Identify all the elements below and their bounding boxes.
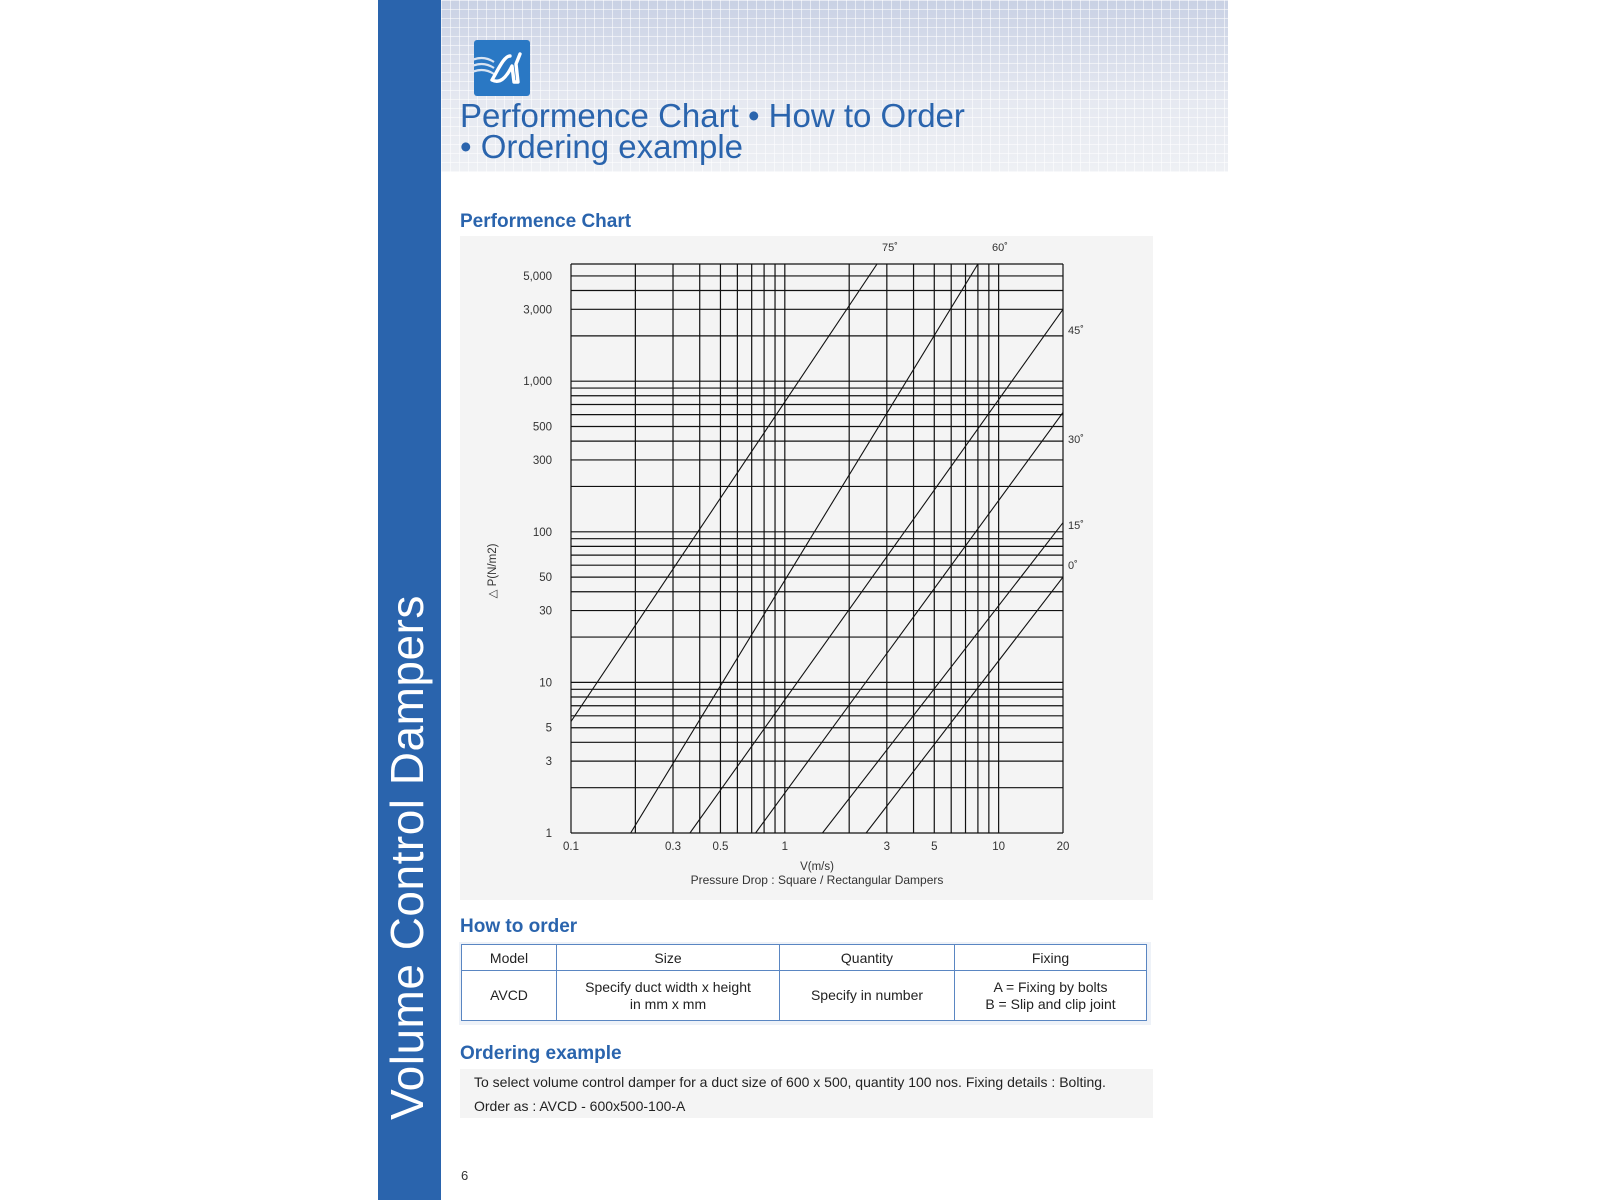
page-number: 6 [461, 1168, 469, 1183]
cell-fixing-line-2: B = Slip and clip joint [985, 995, 1116, 1012]
series-label-4: 15˚ [1068, 520, 1084, 532]
y-tick-label: 1 [545, 828, 552, 840]
y-tick-label: 500 [532, 421, 552, 434]
cell-model: AVCD [462, 971, 557, 1021]
series-line-4 [822, 523, 1063, 833]
y-tick-label: 3,000 [523, 304, 552, 317]
y-tick-label: 10 [539, 677, 552, 690]
x-tick-label: 3 [883, 841, 891, 853]
example-line-2: Order as : AVCD - 600x500-100-A [474, 1098, 686, 1114]
cell-quantity: Specify in number [780, 971, 955, 1021]
order-table-header-row [462, 945, 1147, 971]
cell-fixing [955, 971, 1147, 1021]
performance-chart-heading: Performence Chart [460, 211, 632, 232]
alpha-logo-icon [474, 40, 530, 96]
y-tick-label: 300 [532, 454, 552, 467]
order-table-row [462, 971, 1147, 1021]
series-line-0 [571, 264, 877, 721]
y-tick-label: 3 [545, 756, 552, 769]
page-title [460, 97, 1220, 165]
series-label-3: 30˚ [1068, 434, 1084, 446]
x-tick-label: 5 [931, 841, 938, 853]
series-label-5: 0˚ [1068, 560, 1078, 572]
ordering-example-box [460, 1069, 1153, 1118]
chart-caption: Pressure Drop : Square / Rectangular Dampers [690, 873, 944, 887]
series-line-5 [866, 577, 1063, 833]
header-model: Model [462, 945, 557, 971]
series-line-1 [631, 264, 978, 833]
series-label-1: 60˚ [992, 242, 1008, 254]
order-table [461, 944, 1147, 1021]
page-title-line-1: Performence Chart • How to Order [460, 97, 965, 134]
cell-fixing-line-1: A = Fixing by bolts [993, 978, 1108, 995]
header-size: Size [557, 945, 780, 971]
y-axis-label: △ P(N/m2) [487, 543, 499, 599]
y-tick-label: 1,000 [523, 376, 552, 389]
x-axis-label: V(m/s) [800, 861, 834, 873]
x-tick-label: 1 [781, 841, 789, 853]
x-tick-label: 20 [1056, 841, 1070, 853]
how-to-order-heading: How to order [460, 916, 578, 937]
cell-size [557, 971, 780, 1021]
cell-size-line-1: Specify duct width x height [585, 978, 751, 995]
x-tick-label: 0.5 [712, 841, 729, 853]
page-title-line-2: • Ordering example [460, 128, 744, 165]
header-fixing: Fixing [955, 945, 1147, 971]
x-tick-label: 10 [992, 841, 1006, 853]
header-quantity: Quantity [780, 945, 955, 971]
series-line-3 [756, 412, 1063, 833]
y-tick-label: 30 [539, 605, 552, 618]
ordering-example-heading: Ordering example [460, 1043, 622, 1064]
y-tick-label: 100 [532, 526, 552, 539]
series-label-0: 75˚ [882, 242, 898, 254]
sidebar-title: Volume Control Dampers [381, 595, 433, 1120]
chart-panel [460, 236, 1153, 900]
y-tick-label: 5,000 [523, 270, 552, 283]
series-label-2: 45˚ [1068, 325, 1084, 337]
performance-chart [460, 236, 1153, 900]
x-tick-label: 0.1 [563, 841, 579, 853]
cell-size-line-2: in mm x mm [629, 995, 707, 1012]
y-tick-label: 50 [539, 572, 552, 585]
example-line-1: To select volume control damper for a duct size of 600 x 500, quantity 100 nos. Fixing details : Bolting. [474, 1074, 1106, 1090]
x-tick-label: 0.3 [665, 841, 682, 853]
y-tick-label: 5 [545, 722, 552, 735]
